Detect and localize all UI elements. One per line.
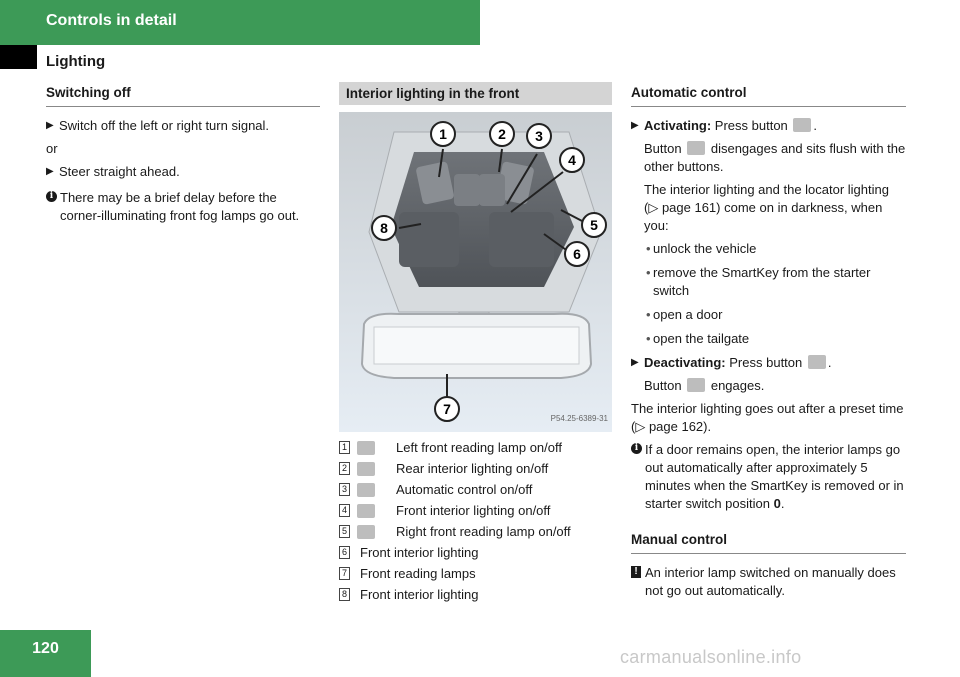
warning-note-manual: ! An interior lamp switched on manually does not go out automatically.: [631, 564, 906, 600]
callout-4: [560, 148, 584, 172]
callout-5: [582, 213, 606, 237]
callout-3: [527, 124, 551, 148]
page-number: 120: [32, 640, 59, 657]
section-title: Lighting: [46, 53, 106, 70]
image-reference-code: P54.25-6389-31: [550, 414, 608, 423]
interior-lighting-heading: Interior lighting in the front: [339, 82, 612, 105]
svg-text:7: 7: [443, 401, 451, 417]
svg-text:1: 1: [439, 126, 447, 142]
reading-lamp-icon: [357, 441, 375, 455]
or-text: or: [46, 141, 58, 156]
svg-text:5: 5: [590, 217, 598, 233]
auto-control-icon: [687, 141, 705, 155]
page-number-box: [0, 630, 91, 677]
legend-item-7: 7 Front reading lamps: [339, 565, 612, 586]
step-arrow-icon: ▶: [46, 166, 54, 177]
step-steer-straight: ▶ Steer straight ahead.: [46, 164, 180, 179]
watermark: carmanualsonline.info: [620, 647, 802, 667]
auto-control-icon: [808, 355, 826, 369]
callout-6: [565, 242, 589, 266]
auto-control-icon: [793, 118, 811, 132]
switching-off-heading: Switching off: [46, 82, 320, 107]
callout-1: [431, 122, 455, 146]
auto-control-icon: [357, 483, 375, 497]
legend-list: [339, 439, 612, 607]
info-icon: i: [46, 191, 57, 202]
section-tab-marker: [0, 45, 37, 69]
step-arrow-icon: ▶: [631, 357, 639, 368]
info-note-door-open: i If a door remains open, the interior lamps go out automatically after approximately 5 minutes when the SmartKey is removed or in starter switch position 0.: [631, 441, 906, 513]
info-icon: i: [631, 443, 642, 454]
callout-7: [435, 397, 459, 421]
auto-control-icon: [687, 378, 705, 392]
legend-item-2: 2 Rear interior lighting on/off: [339, 460, 612, 481]
middle-column: [339, 82, 612, 607]
svg-text:3: 3: [535, 128, 543, 144]
svg-text:4: 4: [568, 152, 576, 168]
manual-control-heading: Manual control: [631, 529, 906, 554]
callout-2: [490, 122, 514, 146]
automatic-control-heading: Automatic control: [631, 82, 906, 107]
step-arrow-icon: ▶: [631, 120, 639, 131]
button-engages-text: Button engages.: [644, 378, 765, 393]
chapter-title: Controls in detail: [46, 12, 177, 29]
front-light-icon: [357, 504, 375, 518]
svg-text:6: 6: [573, 246, 581, 262]
step-switch-off-signal: ▶ Switch off the left or right turn signal.: [46, 118, 270, 133]
step-deactivating: ▶ Deactivating: Press button .: [631, 355, 832, 370]
bullet-unlock: • unlock the vehicle: [646, 241, 757, 256]
legend-item-8: 8 Front interior lighting: [339, 586, 612, 607]
rear-light-icon: [357, 462, 375, 476]
callout-layer: [339, 112, 612, 432]
legend-item-6: 6 Front interior lighting: [339, 544, 612, 565]
interior-lighting-darkness-text: The interior lighting and the locator lighting (▷ page 161) come on in darkness, when you:: [644, 182, 889, 233]
warning-icon: !: [631, 566, 641, 578]
bullet-open-tailgate: • open the tailgate: [646, 331, 750, 346]
bullet-remove-key: • remove the SmartKey from the starter switch: [646, 265, 871, 298]
info-note-fog-lamps: i There may be a brief delay before the corner-illuminating front fog lamps go out.: [46, 189, 320, 225]
svg-text:8: 8: [380, 220, 388, 236]
legend-item-4: 4 Front interior lighting on/off: [339, 502, 612, 523]
legend-item-3: 3 Automatic control on/off: [339, 481, 612, 502]
step-arrow-icon: ▶: [46, 120, 54, 131]
legend-item-1: 1 Left front reading lamp on/off: [339, 439, 612, 460]
callout-8: [372, 216, 396, 240]
button-disengages-text: Button disengages and sits flush with the other buttons.: [644, 141, 906, 174]
preset-time-text: The interior lighting goes out after a preset time (▷ page 162).: [631, 401, 904, 434]
left-column: [46, 82, 320, 231]
legend-item-5: 5 Right front reading lamp on/off: [339, 523, 612, 544]
svg-text:2: 2: [498, 126, 506, 142]
bullet-open-door: • open a door: [646, 307, 723, 322]
right-column: [631, 82, 906, 606]
step-activating: ▶ Activating: Press button .: [631, 118, 818, 133]
reading-lamp-icon: [357, 525, 375, 539]
overhead-console-illustration: [339, 112, 612, 432]
